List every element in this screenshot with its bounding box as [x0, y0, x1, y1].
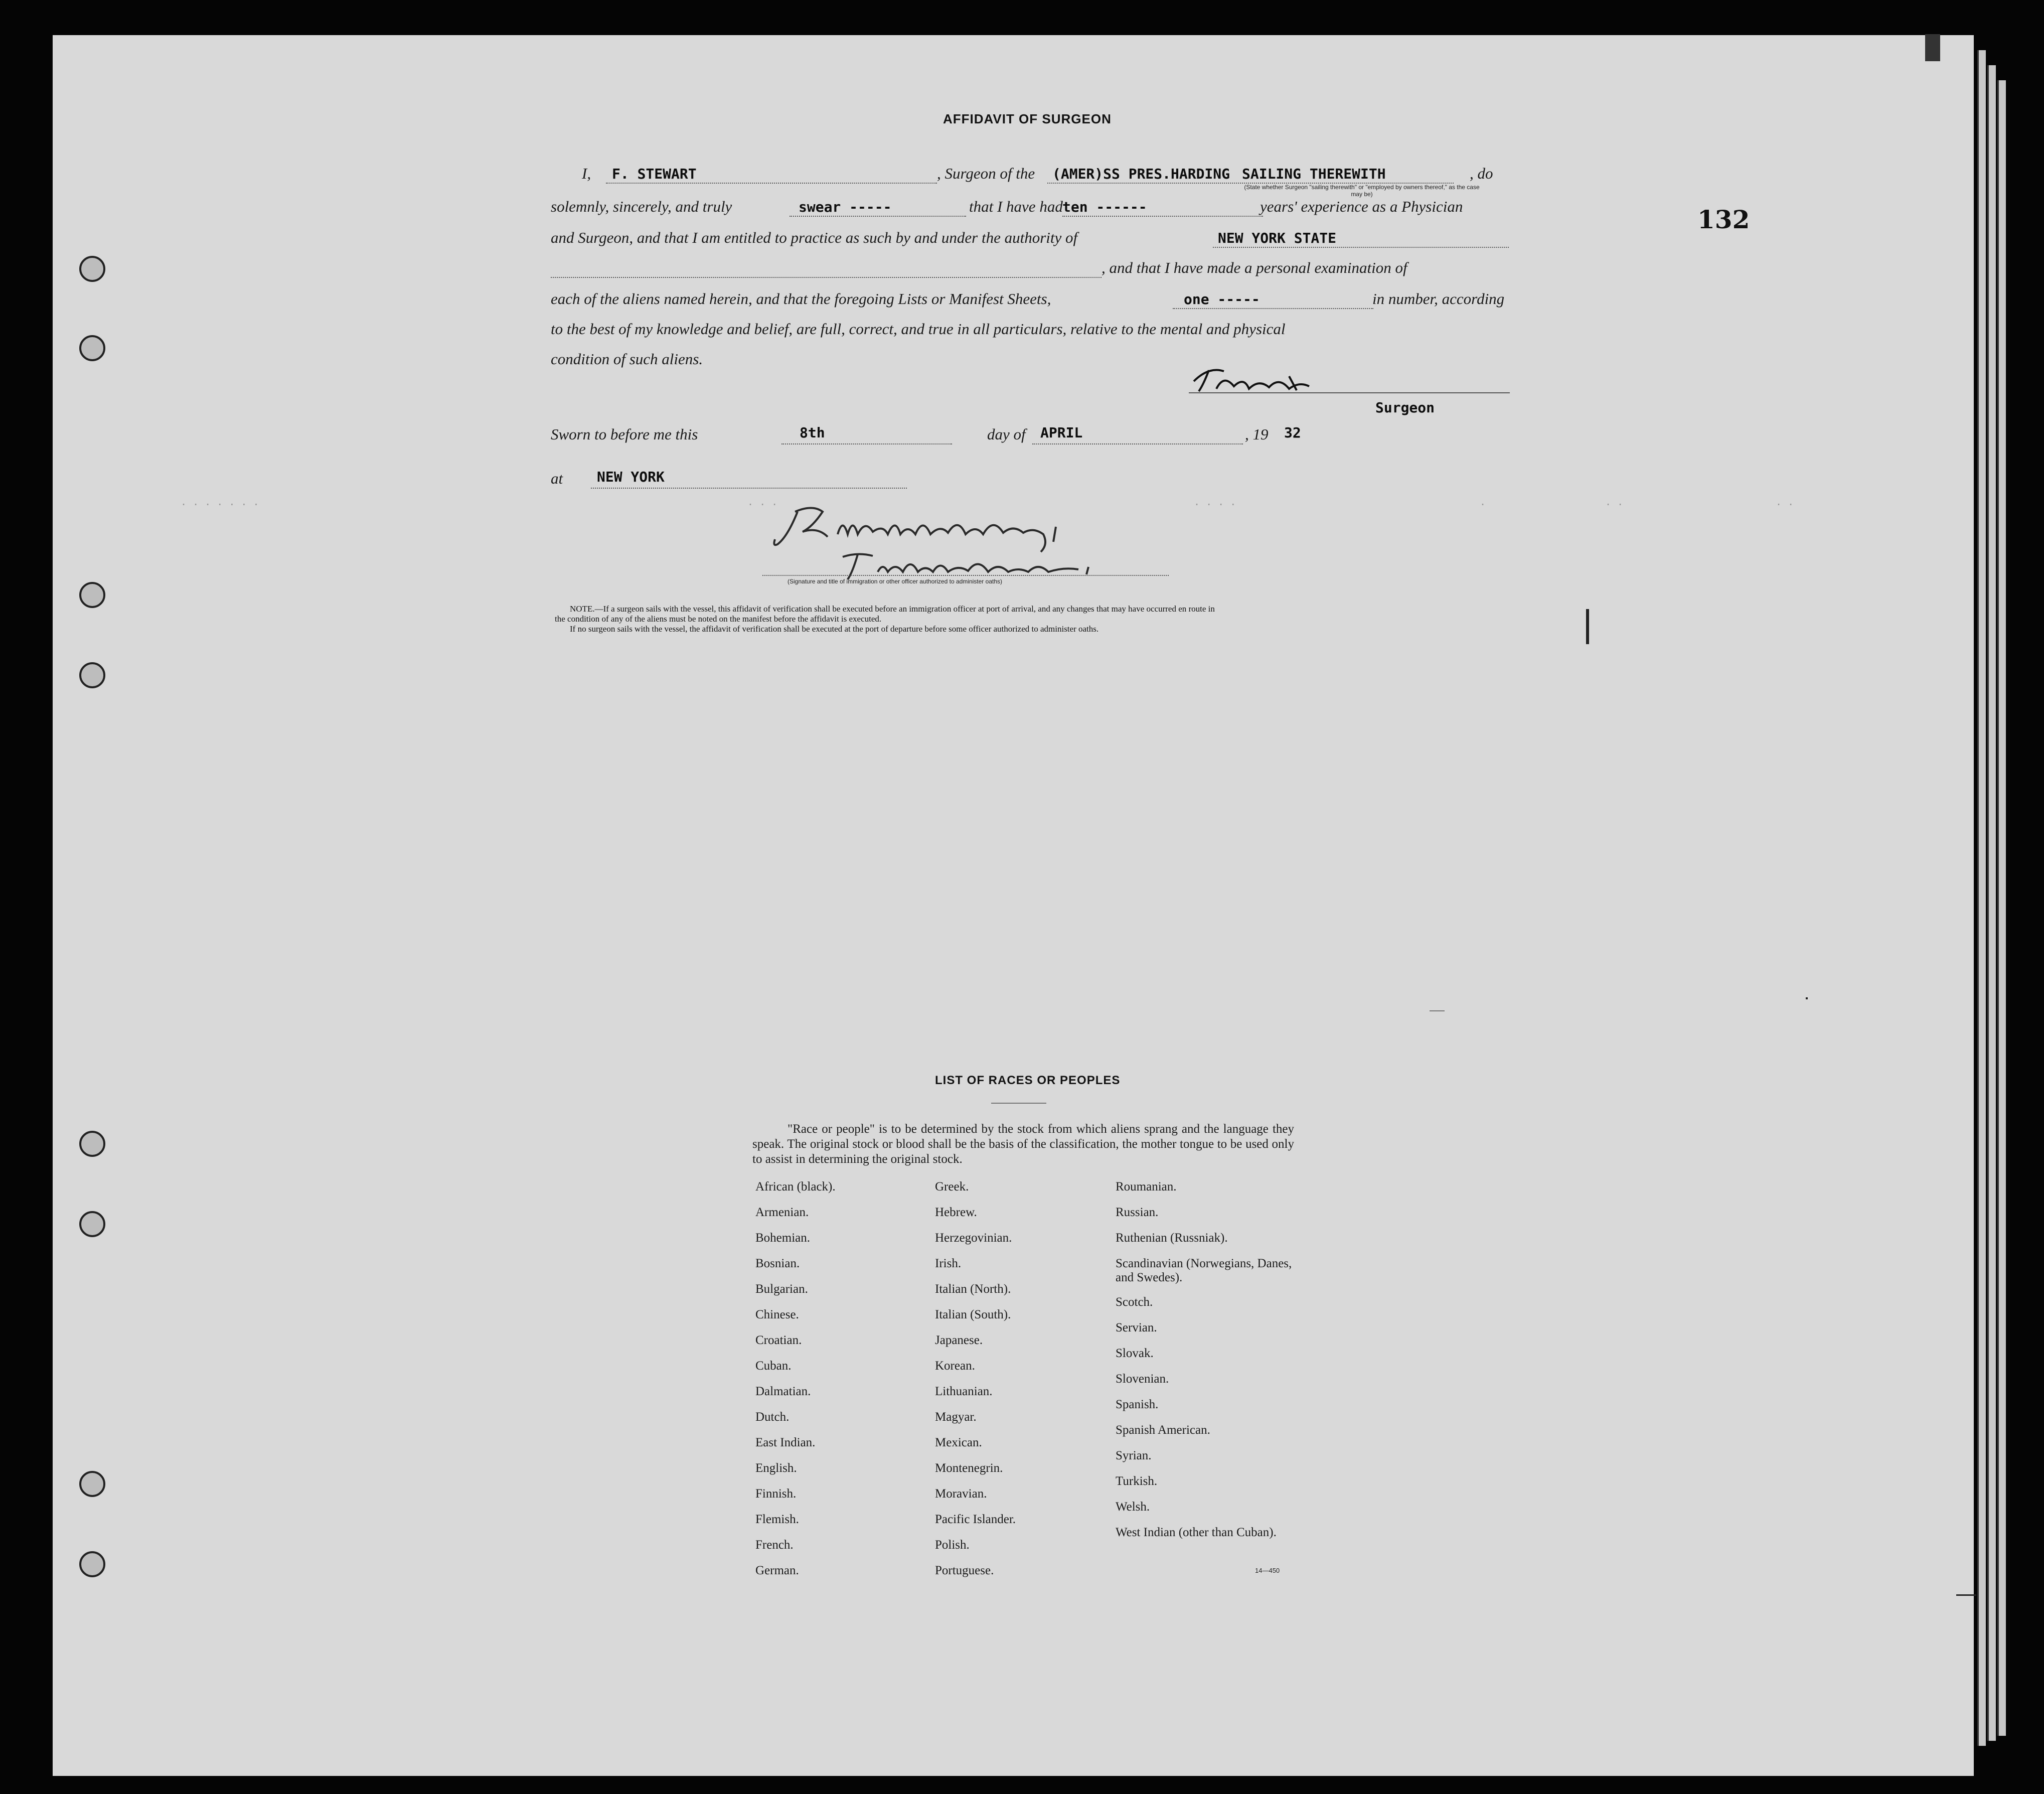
page-number: 132	[1697, 205, 1750, 234]
at-place-value: NEW YORK	[597, 469, 665, 485]
race-item: Japanese.	[935, 1333, 983, 1347]
binder-hole	[79, 662, 105, 688]
sworn-line	[551, 425, 1509, 451]
fill-line	[1032, 443, 1243, 444]
page-edge-stack	[1997, 80, 2006, 1736]
race-item: Italian (North).	[935, 1282, 1011, 1296]
race-item: Greek.	[935, 1180, 969, 1193]
sworn-day-value: 8th	[800, 424, 825, 441]
line3-prefix: and Surgeon, and that I am entitled to practice as such by and under the authority of	[551, 229, 1078, 246]
race-item: Syrian.	[1116, 1449, 1152, 1462]
race-item: Korean.	[935, 1359, 975, 1373]
race-item: French.	[755, 1538, 794, 1552]
line5-suffix: in number, according	[1372, 290, 1505, 308]
race-item: Roumanian.	[1116, 1180, 1177, 1193]
races-title-rule	[991, 1103, 1046, 1104]
line2-prefix: solemnly, sincerely, and truly	[551, 198, 732, 215]
race-item: Russian.	[1116, 1206, 1159, 1219]
race-item: Spanish American.	[1116, 1423, 1210, 1437]
surgeon-name-value: F. STEWART	[612, 166, 697, 182]
race-item: Servian.	[1116, 1321, 1157, 1334]
race-item: Irish.	[935, 1257, 962, 1270]
race-item: African (black).	[755, 1180, 836, 1193]
binder-hole	[79, 1471, 105, 1497]
at-prefix: at	[551, 470, 563, 487]
race-item: Hebrew.	[935, 1206, 977, 1219]
sailing-status-value: SAILING THEREWITH	[1242, 166, 1386, 182]
sworn-day-of: day of	[987, 425, 1026, 443]
fill-line	[790, 216, 966, 217]
races-title: LIST OF RACES OR PEOPLES	[935, 1074, 1121, 1087]
ink-mark	[1956, 1594, 1976, 1596]
binder-hole	[79, 582, 105, 608]
fill-line	[1213, 247, 1509, 248]
race-item: Spanish.	[1116, 1398, 1159, 1411]
bleed-through-mark: . .	[1776, 496, 1794, 508]
race-item: Flemish.	[755, 1513, 799, 1526]
fill-line	[606, 183, 937, 184]
race-item: Bohemian.	[755, 1231, 811, 1245]
race-item: Pacific Islander.	[935, 1513, 1016, 1526]
surgeon-signature-title: Surgeon	[1375, 399, 1435, 416]
race-item: Polish.	[935, 1538, 970, 1552]
race-item: Chinese.	[755, 1308, 799, 1321]
affidavit-title: AFFIDAVIT OF SURGEON	[943, 111, 1112, 126]
race-item: Slovenian.	[1116, 1372, 1169, 1386]
race-item: Mexican.	[935, 1436, 982, 1449]
binder-hole	[79, 256, 105, 282]
bleed-through-mark: .	[1480, 496, 1486, 508]
fill-line	[781, 443, 952, 444]
line4-suffix: , and that I have made a personal examination of	[1102, 259, 1407, 276]
inspector-signature	[767, 497, 1169, 587]
corner-tab	[1925, 34, 1940, 61]
sworn-prefix: Sworn to before me this	[551, 425, 698, 443]
race-item: Portuguese.	[935, 1564, 994, 1577]
form-number: 14—450	[1255, 1567, 1280, 1574]
bleed-through-mark: . .	[1605, 496, 1624, 508]
sailing-status-note: (State whether Surgeon "sailing therewith" or "employed by owners thereof," as the case may be)	[1244, 184, 1480, 198]
line2-mid: that I have had	[969, 198, 1063, 215]
line1-suffix: , do	[1470, 165, 1493, 182]
affidavit-line-6: to the best of my knowledge and belief, are full, correct, and true in all particulars, relative to the mental and physical	[551, 320, 1286, 338]
affidavit-line-4	[551, 259, 1509, 284]
race-item: East Indian.	[755, 1436, 816, 1449]
race-item: Dalmatian.	[755, 1385, 811, 1398]
race-item: German.	[755, 1564, 799, 1577]
affidavit-line-5	[551, 290, 1509, 315]
binder-hole	[79, 335, 105, 361]
affidavit-line-2	[551, 198, 1509, 223]
race-item: Magyar.	[935, 1410, 977, 1424]
race-item: Ruthenian (Russniak).	[1116, 1231, 1228, 1245]
race-item: Herzegovinian.	[935, 1231, 1012, 1245]
affidavit-line-3	[551, 229, 1509, 254]
race-item: Dutch.	[755, 1410, 790, 1424]
race-item: Montenegrin.	[935, 1461, 1003, 1475]
race-item: Welsh.	[1116, 1500, 1150, 1514]
binder-hole	[79, 1211, 105, 1237]
fill-line	[551, 277, 1102, 278]
page-edge-stack	[1987, 65, 1996, 1741]
sworn-year-prefix: , 19	[1245, 425, 1269, 443]
ink-mark	[1806, 997, 1808, 999]
binder-hole	[79, 1551, 105, 1577]
ink-mark	[1586, 609, 1589, 644]
inspector-signature-line	[762, 575, 1169, 576]
ink-mark	[1430, 1010, 1445, 1011]
note-line-1: NOTE.—If a surgeon sails with the vessel, this affidavit of verification shall be executed before an immigration officer at port of arrival, and any changes that may have occurred en route in	[570, 604, 1215, 614]
years-value: ten ------	[1062, 199, 1147, 215]
race-item: Lithuanian.	[935, 1385, 993, 1398]
sheets-count-value: one -----	[1184, 291, 1260, 308]
race-item: Armenian.	[755, 1206, 809, 1219]
binder-hole	[79, 1131, 105, 1157]
race-item: West Indian (other than Cuban).	[1116, 1526, 1277, 1539]
race-item: Bosnian.	[755, 1257, 800, 1270]
race-item: Slovak.	[1116, 1347, 1154, 1360]
race-item: Turkish.	[1116, 1474, 1158, 1488]
race-item: Cuban.	[755, 1359, 792, 1373]
line2-suffix: years' experience as a Physician	[1260, 198, 1463, 215]
line5-prefix: each of the aliens named herein, and that the foregoing Lists or Manifest Sheets,	[551, 290, 1051, 308]
inspector-signature-caption: (Signature and title of immigration or other officer authorized to administer oaths)	[788, 578, 1002, 585]
surgeon-signature	[1189, 361, 1339, 396]
vessel-name-value: (AMER)SS PRES.HARDING	[1052, 166, 1230, 182]
race-item: English.	[755, 1461, 797, 1475]
race-item: Scotch.	[1116, 1295, 1153, 1309]
races-intro: "Race or people" is to be determined by the stock from which aliens sprang and the language they speak. The original stock or blood shall be the basis of the classification, the mother tongue to be used only to assist in determining the original stock.	[752, 1122, 1294, 1166]
page-edge-stack	[1977, 50, 1986, 1746]
fill-line	[1173, 308, 1373, 309]
race-item: Moravian.	[935, 1487, 987, 1501]
fill-line	[591, 488, 907, 489]
race-item: Scandinavian (Norwegians, Danes, and Swedes).	[1116, 1257, 1292, 1284]
race-item: Finnish.	[755, 1487, 797, 1501]
note-line-2: the condition of any of the aliens must be noted on the manifest before the affidavit is executed.	[555, 614, 882, 624]
note-line-3: If no surgeon sails with the vessel, the affidavit of verification shall be executed at the port of departure before some officer authorized to administer oaths.	[570, 624, 1099, 634]
line1-surgeon-of: , Surgeon of the	[937, 165, 1035, 182]
bleed-through-mark: . . . .	[1194, 496, 1236, 508]
bleed-through-mark: . . . . . . .	[181, 496, 259, 508]
race-item: Bulgarian.	[755, 1282, 808, 1296]
oath-value: swear -----	[799, 199, 892, 215]
sworn-month-value: APRIL	[1040, 424, 1083, 441]
authority-value: NEW YORK STATE	[1218, 230, 1337, 246]
bleed-through-mark: . . .	[747, 496, 778, 508]
race-item: Croatian.	[755, 1333, 802, 1347]
line1-prefix: I,	[582, 165, 591, 182]
fill-line	[1062, 216, 1263, 217]
sworn-year-value: 32	[1284, 424, 1301, 441]
surgeon-signature-line	[1189, 392, 1510, 393]
affidavit-line-7: condition of such aliens.	[551, 350, 703, 368]
race-item: Italian (South).	[935, 1308, 1011, 1321]
at-line	[551, 470, 1509, 495]
